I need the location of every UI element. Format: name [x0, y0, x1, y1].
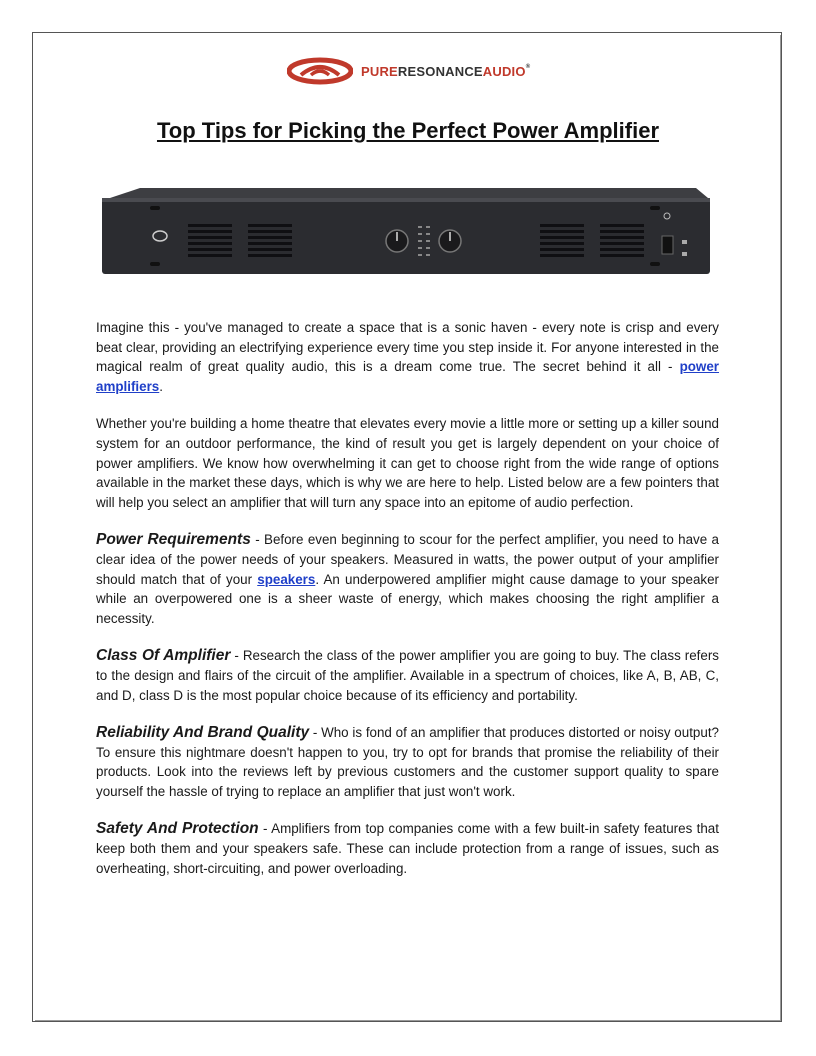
brand-name — [361, 64, 530, 79]
brand-name-part2: RESONANCE — [397, 63, 483, 79]
section-class-of-amplifier — [96, 646, 719, 705]
section-safety — [96, 819, 719, 878]
section-text-end: . An underpowered amplifier might cause damage to your speaker while an overpowered one is a sheer waste of energy, which makes choosing the right amplifier a necessity. — [96, 571, 720, 626]
section-text: - Before even beginning to scour for the perfect amplifier, you need to have a clear idea of the power needs of your speakers. Measured in watts, the power output of your amplifier should match that of your — [96, 532, 719, 587]
section-reliability — [96, 723, 719, 801]
registered-mark: ® — [525, 63, 531, 70]
section-text: - Research the class of the power amplifier you are going to buy. The class refers to the design and flairs of the circuit of the amplifier. Available in a spectrum of choices, like A, B, AB, C, and D, class D is the most popular choice because of its efficiency and portability. — [96, 648, 720, 703]
article-body — [96, 318, 719, 896]
section-power-requirements — [96, 530, 719, 628]
speakers-link[interactable]: speakers — [257, 571, 316, 587]
section-heading: Safety And Protection — [96, 820, 259, 838]
power-amplifiers-link[interactable]: power amplifiers — [96, 359, 719, 394]
section-heading: Power Requirements — [96, 531, 251, 549]
paragraph-2: Whether you're building a home theatre that elevates every movie a little more or setting up a killer sound system for an outdoor performance, the kind of result you get is largely dependent on your choice of power amplifiers. We know how overwhelming it can get to choose right from the wide range of options available in the market these days, which is why we are here to help. Listed below are a few pointers that will help you select an amplifier that will turn any space into an epitome of audio perfection. — [96, 416, 719, 510]
section-text: - Who is fond of an amplifier that produces distorted or noisy output? To ensure this nightmare doesn't happen to you, try to opt for brands that promise the reliability of their products. Look into the reviews left by previous customers and the customer support quality to spare yourself the hassle of trying to replace an amplifier that just won't work. — [96, 725, 719, 799]
brand-name-part1: PURE — [361, 63, 398, 79]
section-heading: Class Of Amplifier — [96, 647, 231, 665]
power-amplifier-image — [100, 186, 712, 291]
intro-paragraph — [96, 318, 719, 396]
brand-name-part3: AUDIO — [482, 63, 526, 79]
brand-logo — [287, 56, 530, 86]
intro-text: Imagine this - you've managed to create a space that is a sonic haven - every note is crisp and every beat clear, providing an electrifying experience every time you step inside it. For anyone interested in the magical realm of great quality audio, this is a dream come true. The secret behind it all - — [96, 320, 719, 375]
page-title: Top Tips for Picking the Perfect Power Amplifier — [156, 118, 659, 143]
section-heading: Reliability And Brand Quality — [96, 724, 310, 742]
logo-waves-icon — [287, 57, 353, 85]
section-text: - Amplifiers from top companies come with a few built-in safety features that keep both them and your speakers safe. These can include protection from a range of issues, such as overheating, short-circuiting, and power overloading. — [96, 821, 719, 876]
intro-end: . — [159, 378, 163, 394]
